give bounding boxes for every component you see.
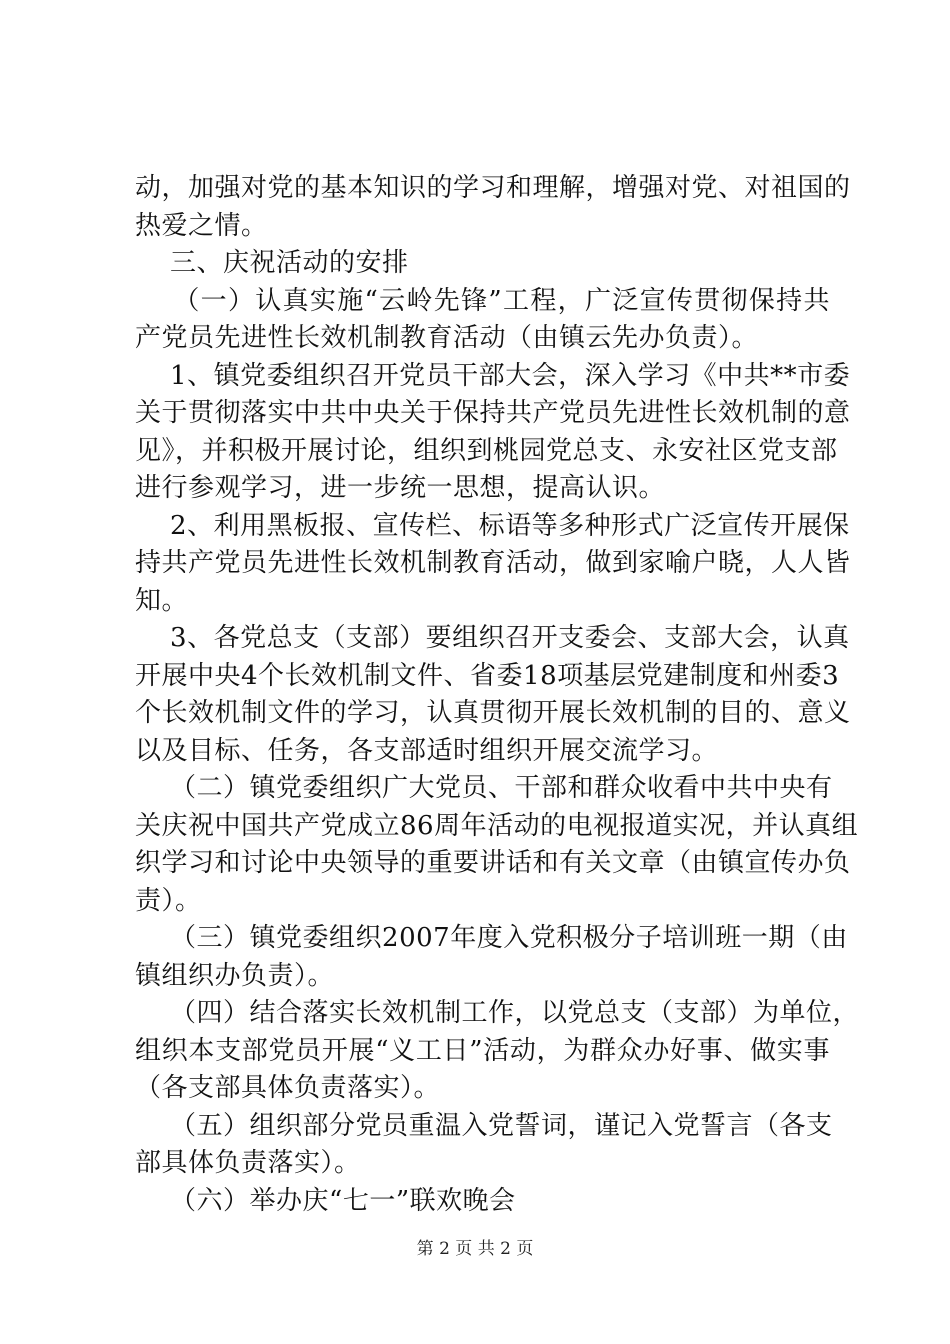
text-line: （四）结合落实长效机制工作，以党总支（支部）为单位， [135,998,860,1028]
text-line: 部具体负责落实）。 [135,1148,361,1178]
text-line: 持共产党员先进性长效机制教育活动，做到家喻户晓，人人皆 [135,548,851,578]
text-line: 关于贯彻落实中共中央关于保持共产党员先进性长效机制的意 [135,398,851,428]
text-line: 以及目标、任务，各支部适时组织开展交流学习。 [135,735,719,766]
text-line: 1、镇党委组织召开党员干部大会，深入学习《中共**市委 [135,360,851,391]
text-line: 产党员先进性长效机制教育活动（由镇云先办负责）。 [135,323,759,353]
text-line: 个长效机制文件的学习，认真贯彻开展长效机制的目的、意义 [135,698,851,728]
text-line: （五）组织部分党员重温入党誓词，谨记入党誓言（各支 [135,1110,833,1141]
text-line: 组织本支部党员开展“义工日”活动，为群众办好事、做实事 [135,1035,830,1066]
text-line: 见》，并积极开展讨论，组织到桃园党总支、永安社区党支部 [135,435,838,466]
text-line: 镇组织办负责）。 [135,960,335,991]
text-line: 2、利用黑板报、宣传栏、标语等多种形式广泛宣传开展保 [135,510,850,541]
page-footer: 第 2 页 共 2 页 [416,1239,534,1259]
text-line: 3、各党总支（支部）要组织召开支委会、支部大会，认真 [135,623,850,653]
text-line: （各支部具体负责落实）。 [135,1073,441,1103]
text-line: （三）镇党委组织2007年度入党积极分子培训班一期（由 [135,923,848,953]
text-line: 动，加强对党的基本知识的学习和理解，增强对党、对祖国的 [135,173,851,203]
text-line: 知。 [135,585,189,616]
text-line: 三、庆祝活动的安排 [135,248,409,278]
text-line: 关庆祝中国共产党成立86周年活动的电视报道实况，并认真组 [135,810,859,841]
text-line: 织学习和讨论中央领导的重要讲话和有关文章（由镇宣传办负 [135,848,851,878]
document-body [135,170,860,1220]
text-line: 热爱之情。 [135,210,268,241]
text-line: 责）。 [135,885,202,916]
text-line: （二）镇党委组织广大党员、干部和群众收看中共中央有 [135,773,833,803]
text-line: 进行参观学习，进一步统一思想，提高认识。 [135,473,666,503]
text-line: （六）举办庆“七一”联欢晚会 [135,1185,516,1216]
text-line: 开展中央4个长效机制文件、省委18项基层党建制度和州委3 [135,660,840,691]
text-line: （一）认真实施“云岭先锋”工程，广泛宣传贯彻保持共 [135,285,830,316]
